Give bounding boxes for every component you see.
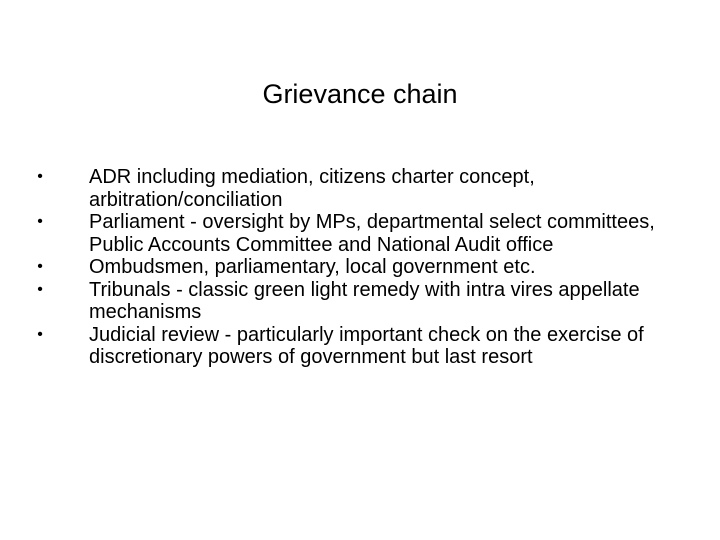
bullet-text: Judicial review - particularly important check on the exercise of discretionary powers of government but last resort [89, 323, 644, 368]
bullet-text: Tribunals - classic green light remedy with intra vires appellate mechanisms [89, 278, 640, 323]
bullet-text: ADR including mediation, citizens charter concept, arbitration/conciliation [89, 166, 535, 211]
bullet-icon: • [37, 280, 43, 298]
bullet-item-judicial-review [30, 324, 680, 369]
bullet-icon: • [37, 325, 43, 343]
bullet-list [30, 166, 680, 369]
bullet-item-parliament [30, 211, 680, 256]
bullet-icon: • [37, 168, 43, 185]
slide-title: Grievance chain [262, 79, 458, 109]
bullet-text: Parliament - oversight by MPs, departmental select committees, Public Accounts Committee and National Audit office [89, 211, 655, 256]
bullet-item-adr [30, 166, 680, 211]
bullet-icon: • [37, 258, 43, 275]
bullet-text: Ombudsmen, parliamentary, local government etc. [89, 256, 536, 278]
bullet-icon: • [37, 213, 43, 230]
bullet-item-tribunals [30, 279, 680, 324]
bullet-item-ombudsmen [30, 256, 680, 279]
